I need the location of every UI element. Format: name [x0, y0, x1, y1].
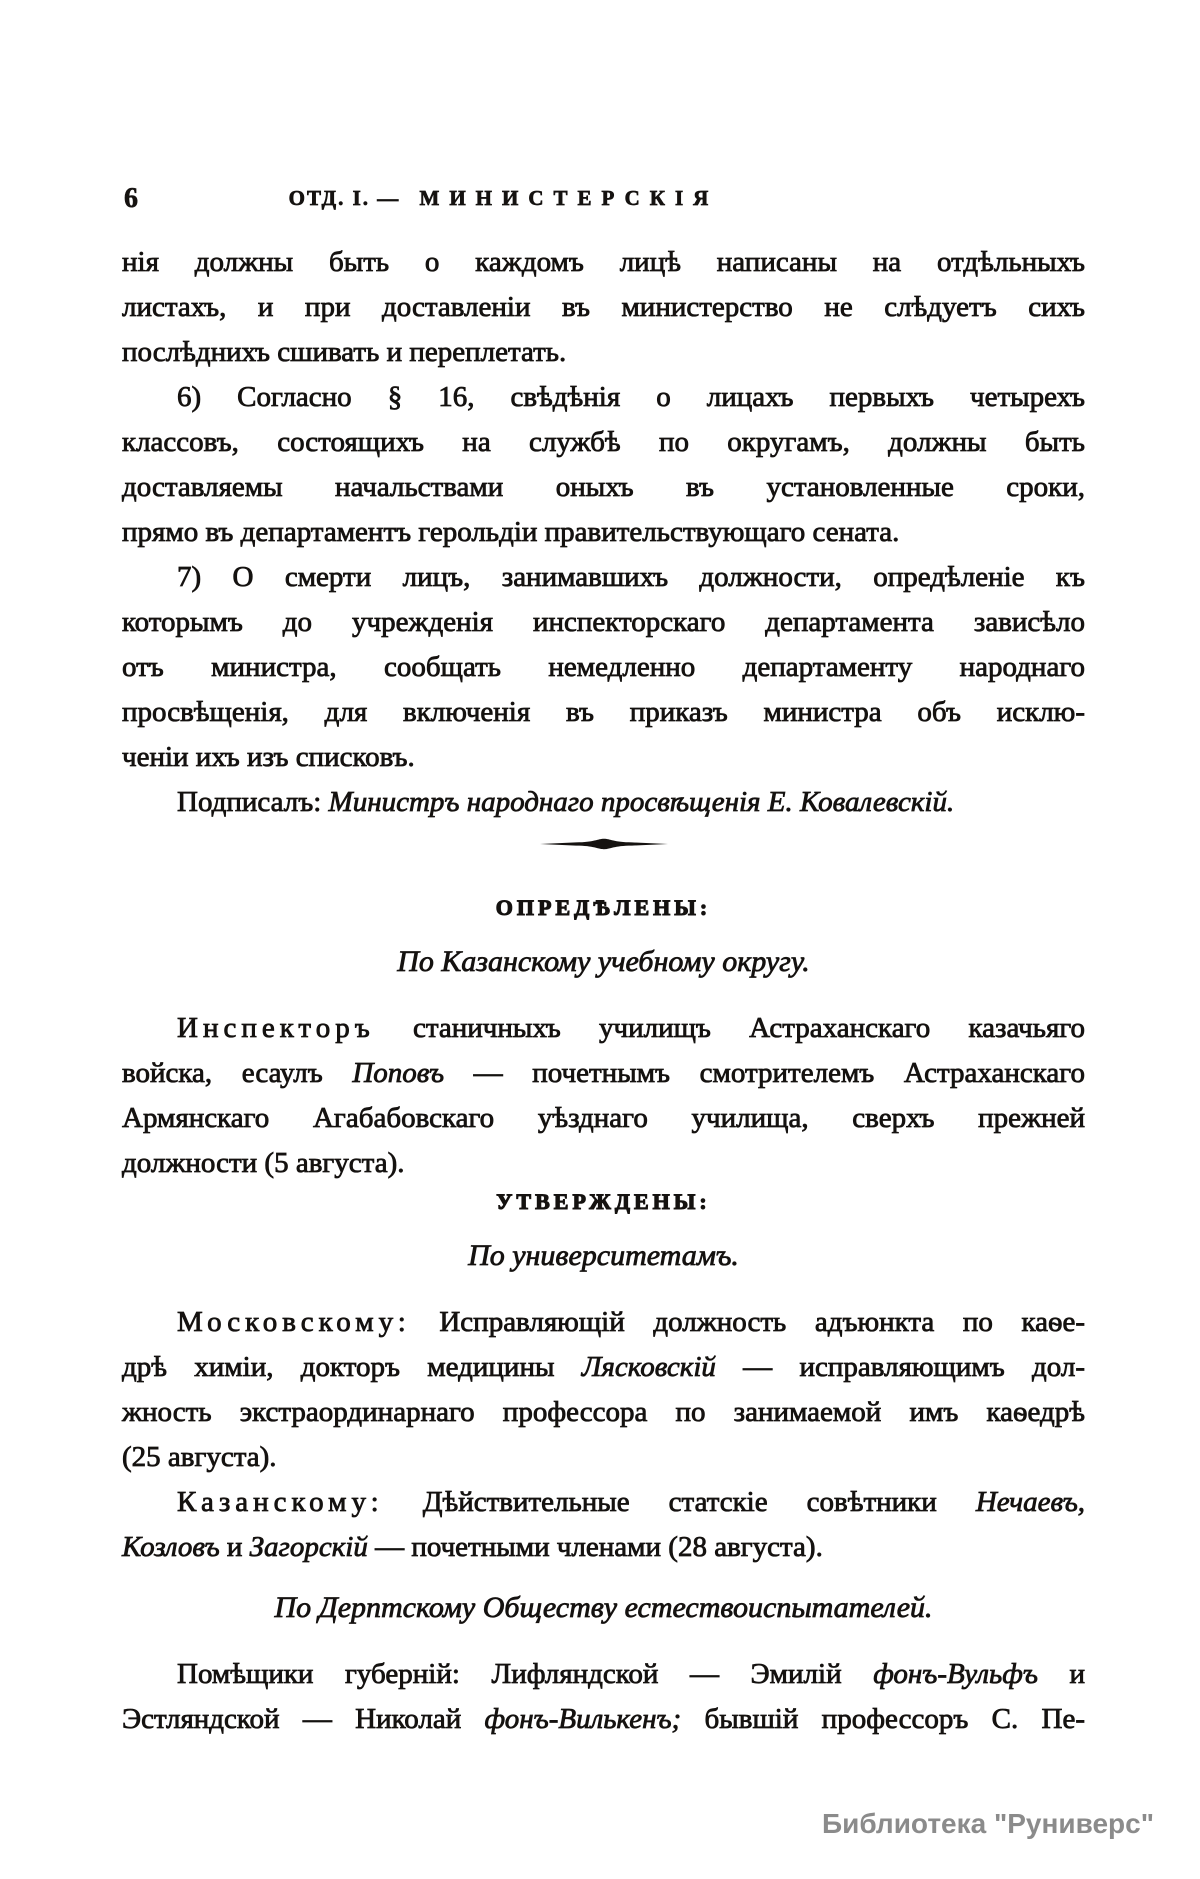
text-line	[122, 285, 1085, 330]
divider-ornament-icon	[540, 838, 668, 850]
text-segment: классовъ, состоящихъ на службѣ по округамъ, должны быть	[122, 426, 1085, 458]
item-6-paragraph	[122, 375, 1085, 555]
text-line	[122, 1697, 1085, 1742]
text-segment: (25 августа).	[122, 1441, 277, 1473]
text-line	[122, 600, 1085, 645]
text-segment: 6) Согласно § 16, свѣдѣнія о лицахъ первыхъ четырехъ	[177, 381, 1085, 413]
running-header	[122, 183, 1085, 223]
page-content	[122, 240, 1085, 1742]
text-line	[122, 1480, 1085, 1525]
text-segment: Загорскій	[249, 1531, 368, 1563]
text-segment: Помѣщики губерній: Лифляндской — Эмилій	[177, 1658, 874, 1690]
text-line	[122, 510, 1085, 555]
text-line	[122, 330, 1085, 375]
text-segment: и	[1037, 1658, 1085, 1690]
moscow-university-paragraph	[122, 1300, 1085, 1480]
item-7-paragraph	[122, 555, 1085, 780]
text-segment: просвѣщенія, для включенія въ приказъ министра объ исклю-	[122, 696, 1085, 728]
section-divider-ornament	[540, 838, 668, 850]
text-segment: ченіи ихъ изъ списковъ.	[122, 741, 415, 773]
text-line	[122, 1141, 1085, 1186]
text-segment: Подписалъ:	[177, 786, 329, 818]
text-segment: Казанскому:	[177, 1486, 384, 1518]
text-line	[122, 1652, 1085, 1697]
text-segment: жность экстраординарнаго профессора по занимаемой имъ каѳедрѣ	[122, 1396, 1085, 1428]
watermark-label: Библиотека "Руниверс"	[821, 1808, 1154, 1839]
text-segment: доставляемы начальствами оныхъ въ установленные сроки,	[122, 471, 1085, 503]
text-segment: Армянскаго Агабабовскаго уѣзднаго училища, сверхъ прежней	[122, 1102, 1085, 1134]
text-segment: — исправляющимъ дол-	[715, 1351, 1085, 1383]
text-segment: Московскому:	[177, 1306, 411, 1338]
text-segment: Министръ народнаго просвѣщенія Е. Ковалевскій.	[328, 786, 955, 818]
text-segment: дрѣ химіи, докторъ медицины	[122, 1351, 582, 1383]
text-segment: Исправляющій должность адъюнкта по каѳе-	[410, 1306, 1085, 1338]
text-segment: — почетными членами (28 августа).	[367, 1531, 823, 1563]
text-line	[122, 1051, 1085, 1096]
text-segment: и	[219, 1531, 250, 1563]
text-line	[122, 555, 1085, 600]
landowners-paragraph	[122, 1652, 1085, 1742]
text-line	[122, 1390, 1085, 1435]
kazan-district-paragraph	[122, 1006, 1085, 1186]
text-segment: Козловъ	[122, 1531, 220, 1563]
text-line	[122, 780, 1085, 825]
text-segment: отъ министра, сообщать немедленно департаменту народнаго	[122, 651, 1085, 683]
running-header-text	[122, 186, 885, 211]
text-line	[122, 420, 1085, 465]
text-line	[122, 735, 1085, 780]
running-header-section: ОТД. I. —	[288, 186, 401, 210]
section-heading-opredeleny: ОПРЕДѢЛЕНЫ:	[495, 895, 712, 920]
text-segment: фонъ-Вульфъ	[873, 1658, 1038, 1690]
text-segment: 7) О смерти лицъ, занимавшихъ должности, опредѣленіе къ	[177, 561, 1085, 593]
text-line	[122, 465, 1085, 510]
page-number: 6	[124, 183, 138, 214]
section-heading-utverzhdeny: УТВЕРЖДЕНЫ:	[496, 1189, 711, 1214]
text-segment: станичныхъ училищъ Астраханскаго казачьяго	[374, 1012, 1085, 1044]
text-segment: Лясковскій	[581, 1351, 716, 1383]
text-segment: прямо въ департаментъ герольдіи правительствующаго сената.	[122, 516, 900, 548]
subsection-dorpat-society: По Дерптскому Обществу естествоиспытателей.	[274, 1591, 933, 1624]
text-line	[122, 1525, 1085, 1570]
text-segment: должности (5 августа).	[122, 1147, 405, 1179]
text-line	[122, 1435, 1085, 1480]
text-segment: нія должны быть о каждомъ лицѣ написаны на отдѣльныхъ	[122, 246, 1085, 278]
text-segment: листахъ, и при доставленіи въ министерство не слѣдуетъ сихъ	[122, 291, 1085, 323]
text-segment: Дѣйствительные статскіе совѣтники	[383, 1486, 976, 1518]
text-segment: бывшій профессоръ С. Пе-	[681, 1703, 1085, 1735]
subsection-kazan-district: По Казанскому учебному округу.	[397, 945, 810, 978]
text-line	[122, 1300, 1085, 1345]
text-line	[122, 645, 1085, 690]
signature-line	[122, 780, 1085, 825]
text-line	[122, 1006, 1085, 1051]
text-segment: Инспекторъ	[177, 1012, 375, 1044]
text-line	[122, 375, 1085, 420]
text-line	[122, 1345, 1085, 1390]
text-line	[122, 240, 1085, 285]
text-segment: Эстляндской — Николай	[122, 1703, 485, 1735]
text-segment: послѣднихъ сшивать и переплетать.	[122, 336, 567, 368]
continuation-paragraph	[122, 240, 1085, 375]
text-line	[122, 1096, 1085, 1141]
text-segment: которымъ до учрежденія инспекторскаго департамента зависѣло	[122, 606, 1085, 638]
text-segment: фонъ-Вилькенъ;	[484, 1703, 682, 1735]
text-segment: — почетнымъ смотрителемъ Астраханскаго	[444, 1057, 1085, 1089]
text-line	[122, 690, 1085, 735]
running-header-title: МИНИСТЕРСКІЯ	[419, 186, 719, 210]
text-segment: Поповъ	[352, 1057, 445, 1089]
subsection-universities: По университетамъ.	[468, 1239, 739, 1272]
text-segment: Нечаевъ,	[975, 1486, 1085, 1518]
kazan-university-paragraph	[122, 1480, 1085, 1570]
text-segment: войска, есаулъ	[122, 1057, 353, 1089]
